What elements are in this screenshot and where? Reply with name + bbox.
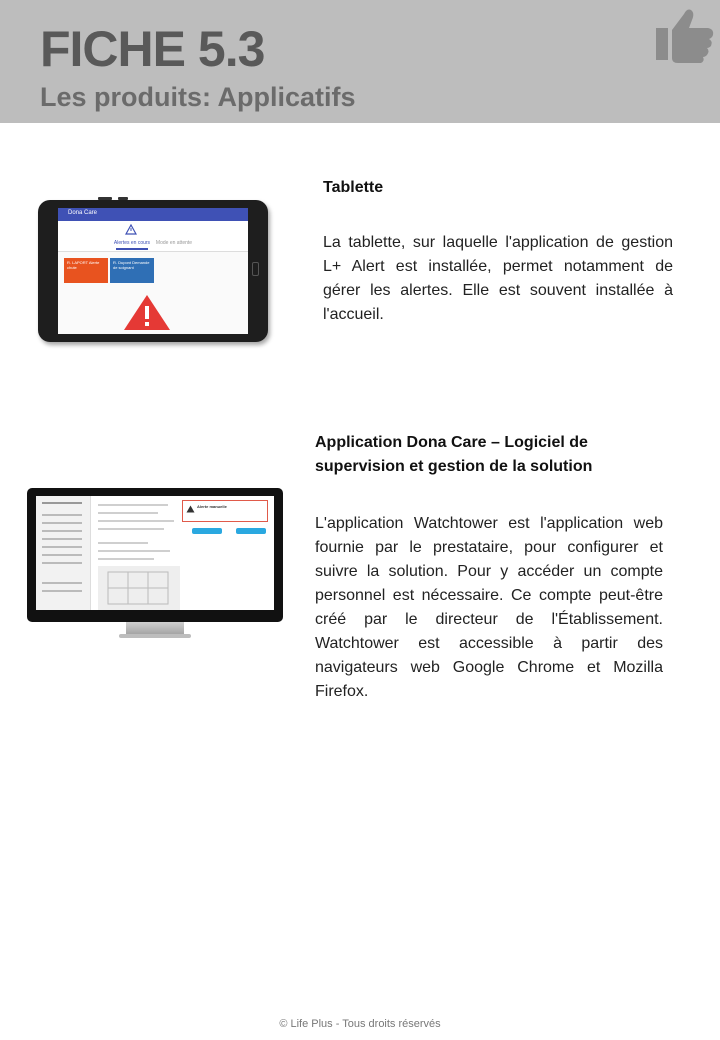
floor-plan: [98, 566, 180, 610]
page-title: FICHE 5.3: [40, 21, 265, 77]
tablet-tab-alerts: Alertes en cours: [113, 240, 151, 246]
tablet-alert-card: R. LAPORT Alerte chute: [64, 258, 108, 283]
monitor-screen: [36, 496, 274, 610]
tablet-tab-waiting: Mode en attente: [155, 240, 193, 246]
page-subtitle: Les produits: Applicatifs: [40, 82, 356, 112]
tablet-alert-card: R. Dupont Demande de soignant: [110, 258, 154, 283]
tablet-app-title: Dona Care: [68, 210, 98, 216]
tablet-screen: [58, 208, 248, 334]
section-title-tablet: Tablette: [323, 179, 384, 196]
alert-triangle-icon: [122, 292, 172, 332]
warning-icon: [186, 505, 195, 513]
tablet-image: [38, 200, 268, 342]
thumbs-up-icon: [654, 6, 716, 64]
section-title-app: Application Dona Care – Logiciel de supervision et gestion de la solution: [315, 434, 593, 475]
monitor-image: [27, 488, 283, 638]
footer-copyright: © Life Plus - Tous droits réservés: [279, 1018, 441, 1030]
monitor-alert-card: Alerte manuelle: [182, 500, 268, 522]
warning-icon: [125, 224, 137, 235]
header-banner: [0, 0, 720, 123]
section-body-app: L'application Watchtower est l'application web fournie par le prestataire, pour configurer et suivre la solution. Pour y accéder un compte personnel est nécessaire. Ce compte peut-être créé par le directeur de l'Établissement. Watchtower est accessible à partir des navigateurs web Google Chrome et Mozilla Firefox.: [315, 515, 663, 700]
section-body-tablet: La tablette, sur laquelle l'application de gestion L+ Alert est installée, permet notamment de gérer les alertes. Elle est souvent installée à l'accueil.: [323, 234, 673, 323]
